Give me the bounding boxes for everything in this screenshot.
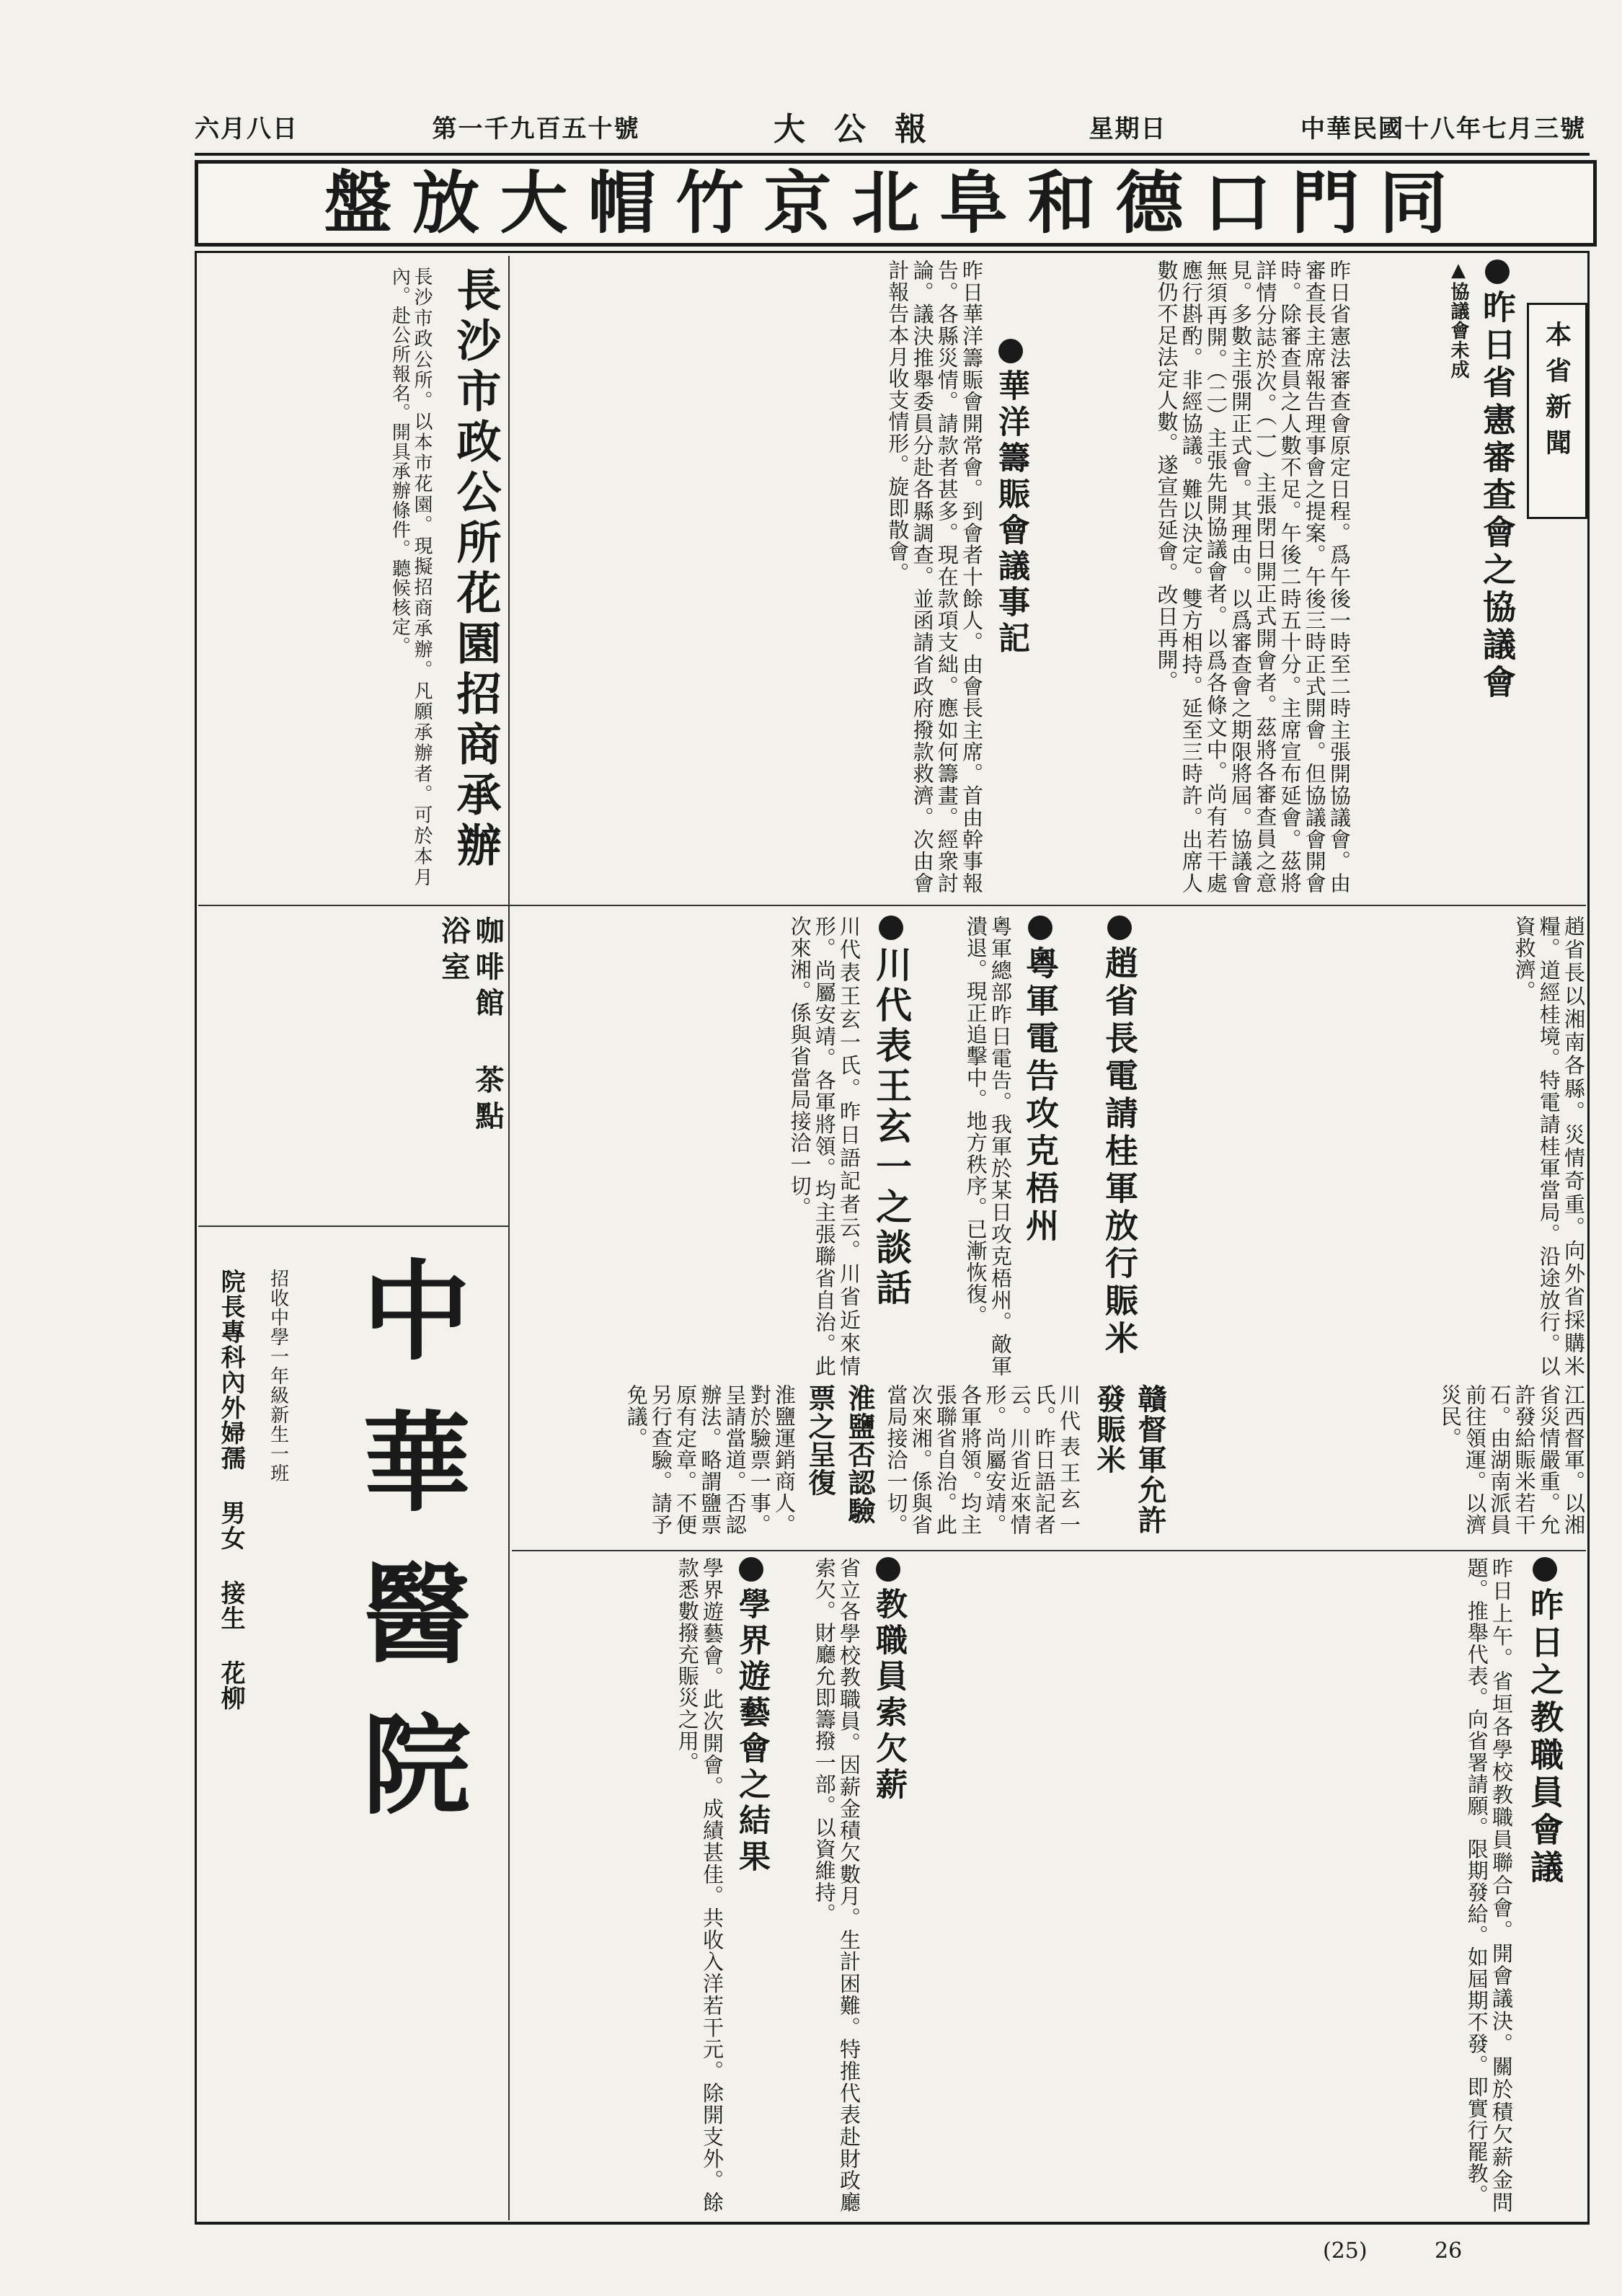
- article-relief-rice: [1096, 916, 1161, 1377]
- frame-bottom: [195, 2222, 1590, 2225]
- article-body: 昨日上午。省垣各學校教職員聯合會。開會議決。關於積欠薪金問題。推舉代表。向省署請願。限期發給。如屆期不發。即實行罷教。: [1464, 1557, 1514, 2213]
- article-jiangxi-rice: [1089, 1384, 1167, 1543]
- frame-right: [1587, 251, 1590, 2225]
- article-headline: 贛督軍允許發賑米: [1092, 1384, 1167, 1535]
- frame-top: [195, 251, 1590, 253]
- dateline-weekday: 星期日: [1089, 114, 1167, 143]
- article-wuzhou: [1016, 916, 1081, 1377]
- bullet-icon: [1485, 260, 1510, 284]
- bullet-icon: [1107, 916, 1132, 940]
- ad-cafe: [202, 916, 505, 1218]
- article-headline: 粵軍電告攻克梧州: [1016, 916, 1064, 1362]
- band-separator: [512, 1550, 1586, 1551]
- article-headline: 華洋籌賑會議事記: [988, 339, 1034, 771]
- ad-separator: [198, 1225, 508, 1227]
- issue-number: 第一千九百五十號: [432, 114, 640, 143]
- band-separator: [198, 905, 1586, 906]
- article-body: 淮鹽運銷商人。對於驗票一事。呈請當道。否認辦法。略謂鹽票原有定章。不便另行查驗。請予免議。: [624, 1384, 797, 1535]
- bullet-icon: [1028, 916, 1052, 940]
- page-number: 26: [1435, 2238, 1463, 2264]
- article-body: 昨日華洋籌賑會開常會。到會者十餘人。由會長主席。首由幹事報告。各縣災情。請款者甚多。現在款項支絀。應如何籌畫。經衆討論。議決推舉委員分赴各縣調查。並函請省政府撥款救濟。次由會計報告本月收支情形。旋即散會。: [885, 260, 984, 894]
- article-body-continued: 川代表王玄一氏。昨日語記者云。川省近來情形。尚屬安靖。各軍將領。均主張聯省自治。此次來湘。係與省當局接洽一切。: [884, 1384, 1081, 1535]
- article-body: 江西督軍。以湘省災情嚴重。允許發給賑米若干石。由湖南派員前往領運。以濟災民。: [1437, 1384, 1586, 1535]
- ad-cafe-text: 咖啡館 茶點 浴室: [436, 916, 505, 1137]
- banner-ad: [195, 160, 1597, 247]
- bullet-icon: [739, 1557, 763, 1582]
- frame-left: [195, 251, 197, 2225]
- dateline-lunar: 六月八日: [195, 114, 298, 143]
- ad-school-text: 招收中學一年級新生一班: [267, 1269, 289, 1483]
- article-huai-salt: [800, 1384, 876, 1543]
- article-body: 趙省長以湘南各縣。災情奇重。向外省採購米糧。道經桂境。特電請桂軍當局。沿途放行。以資救濟。: [1512, 916, 1586, 1377]
- ad-column-top: [202, 260, 505, 894]
- article-body: 粵軍總部昨日電告。我軍於某日攻克梧州。敵軍潰退。現正追擊中。地方秩序。已漸恢復。: [963, 916, 1013, 1377]
- ad-hospital-body: 院長專科內外婦孺 男女 接生 花柳: [216, 1269, 246, 1711]
- article-school-fair: [728, 1557, 793, 1954]
- article-headline: 川代表王玄一之談話: [865, 916, 917, 1362]
- column-separator: [508, 256, 510, 2220]
- article-teachers-meeting: [1521, 1557, 1586, 2213]
- ad-body: 長沙市政公所。以本市花園。現擬招商承辦。凡願承辦者。可於本月內。赴公所報名。開具承辦條件。聽候核定。: [389, 267, 433, 887]
- article-body: 省立各學校教職員。因薪金積欠數月。生計困難。特推代表赴財政廳索欠。財廳允即籌撥一部。以資維持。: [812, 1557, 861, 2213]
- article-sichuan-rep: [865, 916, 937, 1377]
- article-body: 川代表王玄一氏。昨日語記者云。川省近來情形。尚屬安靖。各軍將領。均主張聯省自治。此次來湘。係與省當局接洽一切。: [787, 916, 861, 1377]
- article-headline: 學界遊藝會之結果: [728, 1557, 774, 1946]
- article-body: 學界遊藝會。此次開會。成績甚佳。共收入洋若干元。除開支外。餘款悉數撥充賑災之用。: [675, 1557, 724, 2213]
- dateline: [195, 101, 1586, 151]
- dateline-date: 中華民國十八年七月三號: [1300, 114, 1586, 143]
- article-headline: 昨日之教職員會議: [1521, 1557, 1569, 2206]
- bullet-icon: [1533, 1557, 1557, 1582]
- bullet-icon: [998, 339, 1023, 363]
- bullet-icon: [879, 916, 903, 940]
- ad-hospital-title: 中華醫院: [344, 1254, 471, 1860]
- paper-name: 大公報: [774, 111, 955, 148]
- section-label: 本省新聞: [1527, 303, 1587, 519]
- article-headline: 昨日省憲審查會之協議會: [1473, 260, 1521, 894]
- article-headline: 淮鹽否認驗票之呈復: [804, 1384, 876, 1525]
- article-provincial-constitution: [1355, 260, 1521, 894]
- article-back-pay: [865, 1557, 930, 1881]
- article-subhead: ▲協議會未成: [1448, 260, 1469, 379]
- banner-text: 同門口德和阜北京竹帽大放盤: [324, 164, 1468, 243]
- article-body: 昨日省憲法審查會原定日程。爲午後一時至二時主張開協議會。由審查長主席報告理事會之提案。午後三時正式開會。但協議會開會時。除審查員之人數不足。午後二時五十分。主席宣布延會。茲將詳情分誌於次。（一）主張閉日開正式開會者。茲將各審查員之意見。多數主張開正式會。其理由。以爲審查會之期限將屆。協議會無須再開。（二）主張先開協議會者。以爲各條文中。尚有若干處應行斟酌。非經協議。難以決定。雙方相持。延至三時許。出席人數仍不足法定人數。遂宣告延會。改日再開。: [1154, 260, 1352, 894]
- bullet-icon: [876, 1557, 900, 1582]
- article-headline: 教職員索欠薪: [865, 1557, 911, 1874]
- masthead-rule: [195, 153, 1590, 156]
- sheet-number: (25): [1323, 2238, 1368, 2264]
- article-headline: 趙省長電請桂軍放行賑米: [1096, 916, 1143, 1362]
- ad-title: 長沙市政公所花園招商承辦: [449, 267, 502, 872]
- ad-hospital: [202, 1240, 505, 2213]
- article-famine-relief: [988, 260, 1045, 894]
